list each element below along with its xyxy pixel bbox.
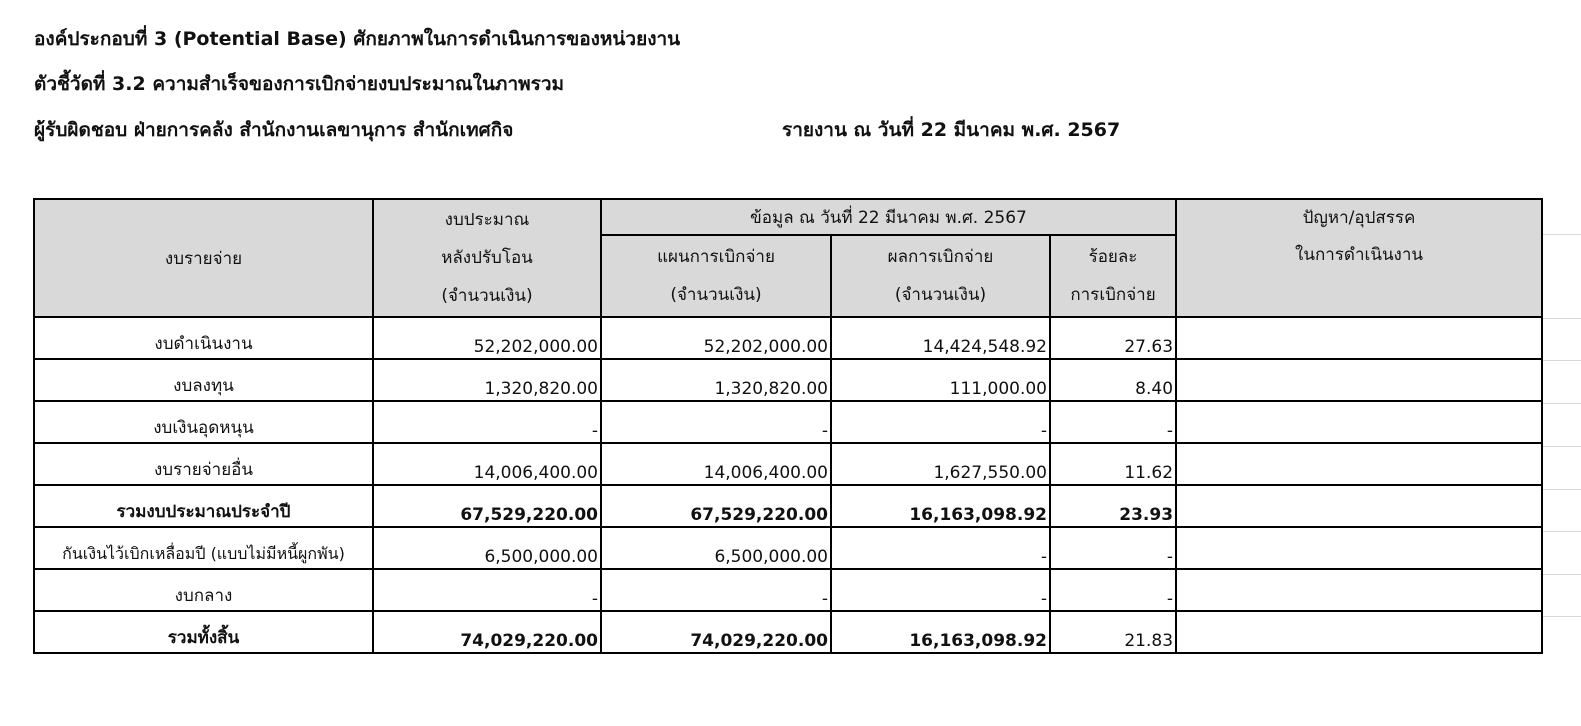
sheet-gridline bbox=[1543, 234, 1581, 235]
table-row bbox=[34, 443, 1542, 485]
table-row bbox=[34, 359, 1542, 401]
cell-plan: - bbox=[601, 401, 831, 443]
cell-plan: - bbox=[601, 569, 831, 611]
cell-item: งบดำเนินงาน bbox=[34, 317, 373, 359]
cell-percent: 8.40 bbox=[1050, 359, 1176, 401]
header-problems: ปัญหา/อุปสรรค ในการดำเนินงาน bbox=[1176, 199, 1542, 317]
cell-plan: 52,202,000.00 bbox=[601, 317, 831, 359]
cell-problem bbox=[1176, 527, 1542, 569]
cell-problem bbox=[1176, 443, 1542, 485]
sheet-gridline bbox=[1543, 531, 1581, 532]
sheet-gridline bbox=[1543, 616, 1581, 617]
cell-percent: - bbox=[1050, 569, 1176, 611]
sheet-gridline bbox=[1543, 446, 1581, 447]
header-result: ผลการเบิกจ่าย (จำนวนเงิน) bbox=[831, 235, 1050, 317]
cell-item: งบรายจ่ายอื่น bbox=[34, 443, 373, 485]
cell-result: 14,424,548.92 bbox=[831, 317, 1050, 359]
cell-percent: - bbox=[1050, 401, 1176, 443]
budget-disbursement-table bbox=[33, 198, 1543, 654]
cell-result: - bbox=[831, 401, 1050, 443]
cell-result: - bbox=[831, 569, 1050, 611]
table-row bbox=[34, 401, 1542, 443]
header-plan: แผนการเบิกจ่าย (จำนวนเงิน) bbox=[601, 235, 831, 317]
table-row-total bbox=[34, 611, 1542, 653]
cell-item: งบเงินอุดหนุน bbox=[34, 401, 373, 443]
cell-budget: 52,202,000.00 bbox=[373, 317, 601, 359]
cell-item: รวมงบประมาณประจำปี bbox=[34, 485, 373, 527]
cell-budget: 14,006,400.00 bbox=[373, 443, 601, 485]
table-row bbox=[34, 569, 1542, 611]
sheet-gridline bbox=[1543, 403, 1581, 404]
cell-plan: 74,029,220.00 bbox=[601, 611, 831, 653]
header-percent: ร้อยละ การเบิกจ่าย bbox=[1050, 235, 1176, 317]
table-row bbox=[34, 527, 1542, 569]
cell-item: งบลงทุน bbox=[34, 359, 373, 401]
cell-plan: 67,529,220.00 bbox=[601, 485, 831, 527]
cell-result: 16,163,098.92 bbox=[831, 485, 1050, 527]
cell-result: 1,627,550.00 bbox=[831, 443, 1050, 485]
header-data-as-of: ข้อมูล ณ วันที่ 22 มีนาคม พ.ศ. 2567 bbox=[601, 199, 1176, 235]
cell-percent: 23.93 bbox=[1050, 485, 1176, 527]
header-item: งบรายจ่าย bbox=[34, 199, 373, 317]
sheet-gridline bbox=[1543, 318, 1581, 319]
sheet-gridline bbox=[1543, 489, 1581, 490]
cell-percent: - bbox=[1050, 527, 1176, 569]
cell-budget: 74,029,220.00 bbox=[373, 611, 601, 653]
cell-problem bbox=[1176, 485, 1542, 527]
sheet-gridline bbox=[1543, 574, 1581, 575]
document-title: องค์ประกอบที่ 3 (Potential Base) ศักยภาพในการดำเนินการของหน่วยงาน bbox=[34, 28, 681, 50]
cell-result: - bbox=[831, 527, 1050, 569]
cell-problem bbox=[1176, 401, 1542, 443]
cell-percent: 27.63 bbox=[1050, 317, 1176, 359]
report-date: รายงาน ณ วันที่ 22 มีนาคม พ.ศ. 2567 bbox=[782, 119, 1121, 141]
cell-plan: 1,320,820.00 bbox=[601, 359, 831, 401]
cell-percent: 11.62 bbox=[1050, 443, 1176, 485]
cell-budget: 6,500,000.00 bbox=[373, 527, 601, 569]
header-row bbox=[34, 199, 1542, 235]
cell-problem bbox=[1176, 611, 1542, 653]
indicator-title: ตัวชี้วัดที่ 3.2 ความสำเร็จของการเบิกจ่ายงบประมาณในภาพรวม bbox=[34, 73, 565, 95]
sheet-gridline bbox=[1543, 360, 1581, 361]
cell-result: 111,000.00 bbox=[831, 359, 1050, 401]
cell-problem bbox=[1176, 317, 1542, 359]
cell-plan: 6,500,000.00 bbox=[601, 527, 831, 569]
table-row-subtotal bbox=[34, 485, 1542, 527]
table-row bbox=[34, 317, 1542, 359]
cell-item: งบกลาง bbox=[34, 569, 373, 611]
responsible-unit: ผู้รับผิดชอบ ฝ่ายการคลัง สำนักงานเลขานุการ สำนักเทศกิจ bbox=[34, 119, 514, 141]
cell-percent: 21.83 bbox=[1050, 611, 1176, 653]
cell-budget: 67,529,220.00 bbox=[373, 485, 601, 527]
cell-problem bbox=[1176, 569, 1542, 611]
cell-item: รวมทั้งสิ้น bbox=[34, 611, 373, 653]
cell-budget: - bbox=[373, 569, 601, 611]
cell-budget: - bbox=[373, 401, 601, 443]
cell-budget: 1,320,820.00 bbox=[373, 359, 601, 401]
header-budget: งบประมาณ หลังปรับโอน (จำนวนเงิน) bbox=[373, 199, 601, 317]
cell-problem bbox=[1176, 359, 1542, 401]
cell-item: กันเงินไว้เบิกเหลื่อมปี (แบบไม่มีหนี้ผูกพัน) bbox=[34, 527, 373, 569]
cell-plan: 14,006,400.00 bbox=[601, 443, 831, 485]
cell-result: 16,163,098.92 bbox=[831, 611, 1050, 653]
